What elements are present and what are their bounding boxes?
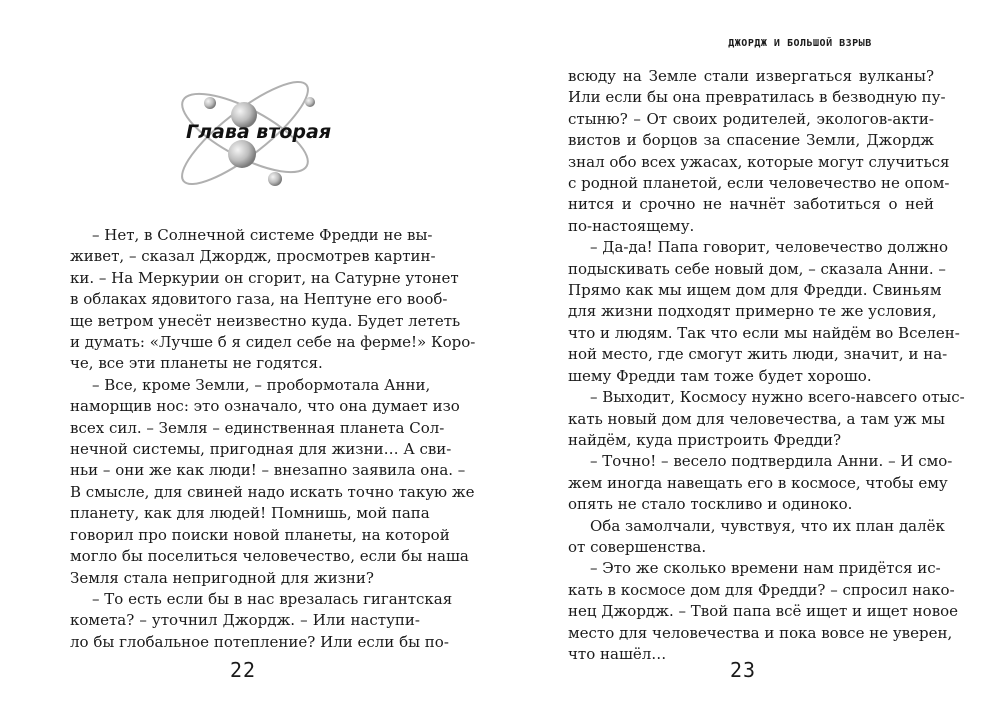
text-line: ки. – На Меркурии он сгорит, на Сатурне утонет [70,268,459,287]
text-line: комета? – уточнил Джордж. – Или наступи- [70,611,420,630]
text-line: шему Фредди там тоже будет хорошо. [568,366,872,385]
text-line: ло бы глобальное потепление? Или если бы по- [70,632,449,651]
right-page-body-text [568,66,965,665]
text-line: Прямо как мы ищем дом для Фредди. Свиньям [568,281,942,300]
text-line: планету, как для людей! Помнишь, мой папа [70,504,430,523]
text-line: найдём, куда пристроить Фредди? [568,430,842,449]
text-line: – Точно! – весело подтвердила Анни. – И смо- [590,452,953,471]
text-line: для жизни подходят примерно те же условия, [568,302,937,321]
text-line: ньи – они же как люди! – внезапно заявила она. – [70,461,466,480]
text-line: ной место, где смогут жить люди, значит, и на- [568,345,948,364]
text-line: – То есть если бы в нас врезалась гигантская [92,589,453,608]
text-line: и думать: «Лучше б я сидел себе на ферме!» Коро- [70,333,476,352]
text-line: опять не стало тоскливо и одиноко. [568,495,853,514]
text-line: подыскивать себе новый дом, – сказала Анни. – [568,259,946,278]
text-line: кать новый дом для человечества, а там уж мы [568,409,945,428]
text-line: живет, – сказал Джордж, просмотрев картин- [70,247,436,266]
text-line: всюду на Земле стали извергаться вулканы? [568,67,934,85]
text-line: наморщив нос: это означало, что она думает изо [70,397,460,416]
page-number-right: 23 [730,658,757,682]
text-line: в облаках ядовитого газа, на Нептуне его вооб- [70,290,448,309]
text-line: с родной планетой, если человечество не опом- [568,174,950,193]
text-line: говорил про поиски новой планеты, на которой [70,525,450,544]
chapter-title: Глава вторая [186,121,332,143]
text-line: от совершенства. [568,537,707,556]
text-line: ще ветром унесёт неизвестно куда. Будет лететь [70,311,461,330]
text-line: – Выходит, Космосу нужно всего-навсего отыс- [590,388,965,407]
text-line: могло бы поселиться человечество, если бы наша [70,547,469,566]
text-line: вистов и борцов за спасение Земли, Джордж [568,131,934,150]
text-line: нец Джордж. – Твой папа всё ищет и ищет новое [568,602,959,621]
text-line: что и людям. Так что если мы найдём во Вселен- [568,323,960,342]
right-page [500,0,1000,701]
text-line: по-настоящему. [568,216,695,235]
text-line: – Да-да! Папа говорит, человечество должно [590,238,949,257]
text-line: стыню? – От своих родителей, экологов-акти- [568,109,934,128]
page-number-left: 22 [230,658,257,682]
running-head: ДЖОРДЖ И БОЛЬШОЙ ВЗРЫВ [728,38,872,49]
text-line: знал обо всех ужасах, которые могут случиться [568,152,950,171]
text-line: что нашёл… [568,644,667,663]
text-line: – Это же сколько времени нам придётся ис- [590,559,941,578]
text-line: В смысле, для свиней надо искать точно такую же [70,482,475,501]
text-line: кать в космосе дом для Фредди? – спросил нако- [568,580,955,599]
text-line: место для человечества и пока вовсе не уверен, [568,623,953,642]
text-line: нится и срочно не начнёт заботиться о ней [568,195,934,214]
text-line: – Все, кроме Земли, – пробормотала Анни, [92,375,431,394]
text-line: че, все эти планеты не годятся. [70,354,323,373]
text-line: Оба замолчали, чувствуя, что их план далёк [590,516,945,535]
text-line: – Нет, в Солнечной системе Фредди не вы- [92,226,433,244]
text-line: Земля стала непригодной для жизни? [70,568,374,587]
left-page-body-text [70,225,476,653]
text-line: Или если бы она превратилась в безводную пу- [568,88,946,107]
text-line: всех сил. – Земля – единственная планета Сол- [70,418,445,437]
text-line: нечной системы, пригодная для жизни… А сви- [70,440,452,459]
text-line: жем иногда навещать его в космосе, чтобы ему [568,473,948,492]
